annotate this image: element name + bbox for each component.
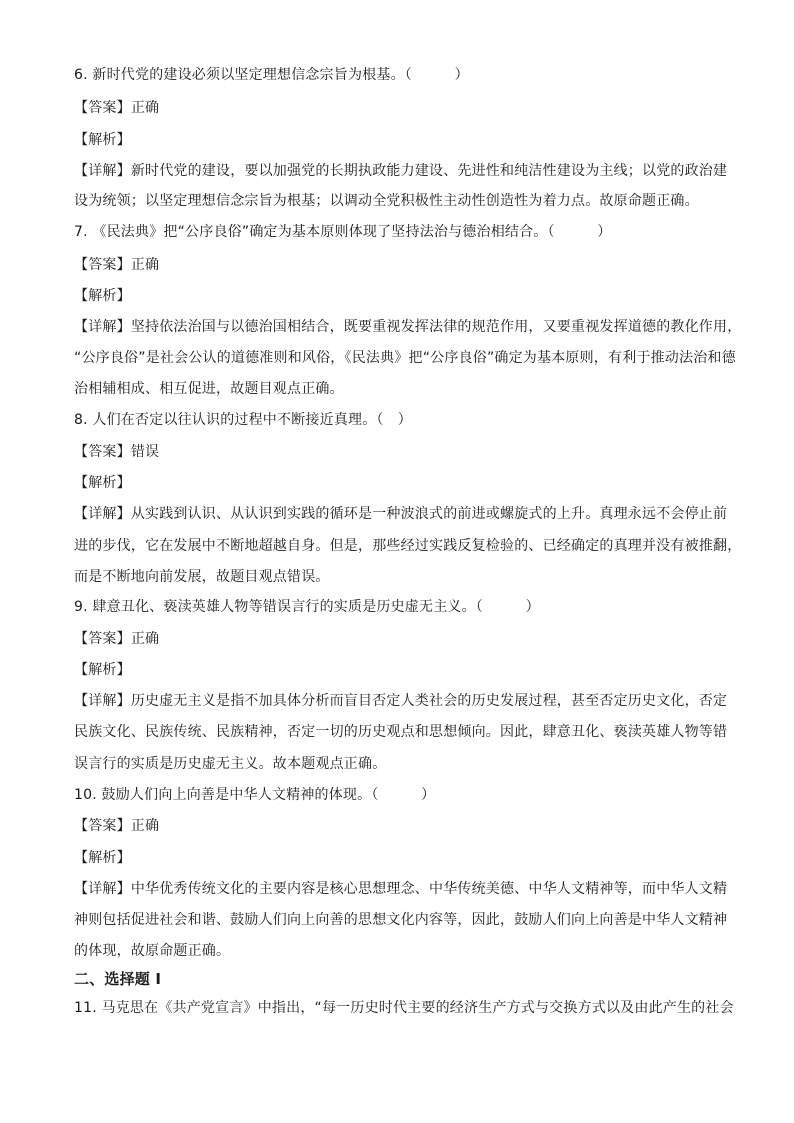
detail-tag: 【详解】 <box>74 881 131 897</box>
detail-line-10-3: 的体现，故原命题正确。 <box>74 943 231 959</box>
answer-value: 错误 <box>130 444 160 460</box>
answer-value: 正确 <box>130 100 160 116</box>
detail-line-7-3: 治相辅相成、相互促进，故题目观点正确。 <box>74 381 344 397</box>
detail-tag: 【详解】 <box>74 319 131 335</box>
detail-tag: 【详解】 <box>74 506 131 522</box>
detail-line-8-2: 进的步伐，它在发展中不断地超越自身。但是，那些经过实践反复检验的、已经确定的真理并没有被推翻， <box>74 538 742 554</box>
answer-line-9 <box>74 630 159 648</box>
detail-line-9-1: 【详解】历史虚无主义是指不加具体分析而盲目否定人类社会的历史发展过程，甚至否定历史文化，否定 <box>74 693 728 709</box>
answer-line-10 <box>74 817 159 835</box>
detail-line-9-3: 误言行的实质是历史虚无主义。故本题观点正确。 <box>74 756 387 772</box>
analysis-tag-10: 【解析】 <box>74 850 131 866</box>
analysis-tag-6: 【解析】 <box>74 132 131 148</box>
detail-line-7-2: “公序良俗”是社会公认的道德准则和风俗，《民法典》把“公序良俗”确定为基本原则，有利于推动法治和德 <box>74 350 736 366</box>
detail-tag: 【详解】 <box>74 163 131 179</box>
analysis-tag-7: 【解析】 <box>74 288 131 304</box>
section-heading: 二、选择题 I <box>74 970 162 988</box>
answer-line-6 <box>74 99 159 117</box>
detail-line-10-2: 神则包括促进社会和谐、鼓励人们向上向善的思想文化内容等，因此，鼓励人们向上向善是中华人文精神 <box>74 912 728 928</box>
detail-line-7-1: 【详解】坚持依法治国与以德治国相结合，既要重视发挥法律的规范作用，又要重视发挥道德的教化作用， <box>74 319 742 335</box>
answer-tag: 【答案】 <box>74 631 131 647</box>
question-11: 11. 马克思在《共产党宣言》中指出，“每一历史时代主要的经济生产方式与交换方式以及由此产生的社会 <box>74 1000 734 1016</box>
answer-tag: 【答案】 <box>74 100 131 116</box>
analysis-tag-8: 【解析】 <box>74 475 131 491</box>
detail-line-6-1: 【详解】新时代党的建设，要以加强党的长期执政能力建设、先进性和纯洁性建设为主线；以党的政治建 <box>74 163 728 179</box>
detail-tag: 【详解】 <box>74 693 131 709</box>
question-10: 10. 鼓励人们向上向善是中华人文精神的体现。（ ） <box>74 787 436 803</box>
detail-line-10-1: 【详解】中华优秀传统文化的主要内容是核心思想理念、中华传统美德、中华人文精神等，而中华人文精 <box>74 881 728 897</box>
question-6: 6. 新时代党的建设必须以坚定理想信念宗旨为根基。（ ） <box>74 67 469 83</box>
answer-tag: 【答案】 <box>74 444 131 460</box>
answer-tag: 【答案】 <box>74 257 131 273</box>
analysis-tag-9: 【解析】 <box>74 662 131 678</box>
answer-tag: 【答案】 <box>74 818 131 834</box>
answer-value: 正确 <box>130 257 160 273</box>
question-8: 8. 人们在否定以往认识的过程中不断接近真理。（ ） <box>74 412 413 428</box>
answer-value: 正确 <box>130 631 160 647</box>
answer-value: 正确 <box>130 818 160 834</box>
detail-line-8-3: 而是不断地向前发展，故题目观点错误。 <box>74 569 330 585</box>
detail-line-9-2: 民族文化、民族传统、民族精神，否定一切的历史观点和思想倾向。因此，肆意丑化、亵渎英雄人物等错 <box>74 724 728 740</box>
detail-line-8-1: 【详解】从实践到认识、从认识到实践的循环是一种波浪式的前进或螺旋式的上升。真理永远不会停止前 <box>74 506 728 522</box>
detail-line-6-2: 设为统领；以坚定理想信念宗旨为根基；以调动全党积极性主动性创造性为着力点。故原命题正确。 <box>74 193 699 209</box>
answer-line-7 <box>74 256 159 274</box>
question-9: 9. 肆意丑化、亵渎英雄人物等错误言行的实质是历史虚无主义。（ ） <box>74 599 540 615</box>
answer-line-8 <box>74 443 159 461</box>
question-7: 7. 《民法典》把“公序良俗”确定为基本原则体现了坚持法治与德治相结合。（ ） <box>74 224 612 240</box>
